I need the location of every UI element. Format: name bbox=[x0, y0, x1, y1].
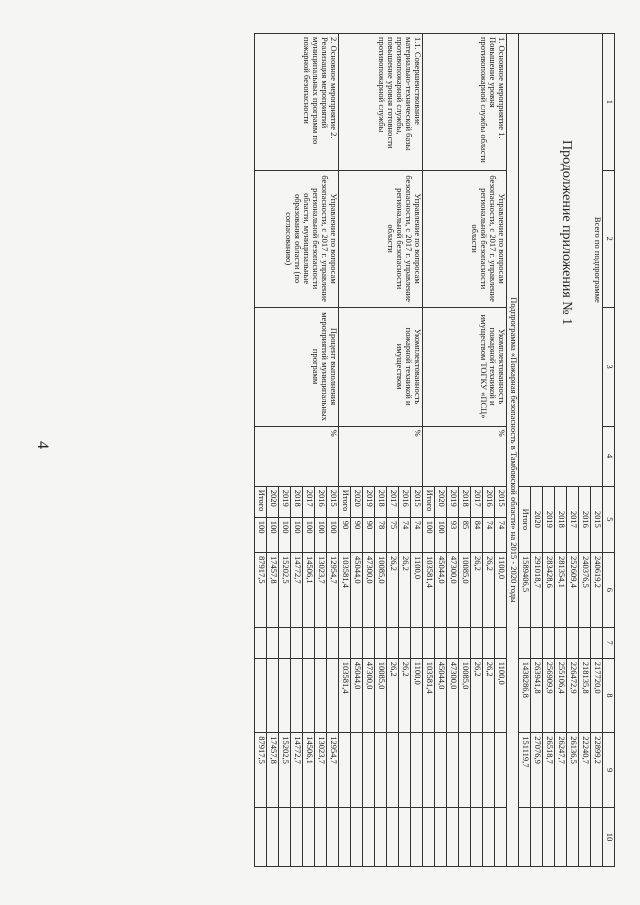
column-header: 8 bbox=[603, 658, 615, 733]
indicator-value: 100 bbox=[255, 517, 267, 552]
value-cell bbox=[315, 627, 327, 658]
value-cell bbox=[375, 733, 387, 808]
value-cell bbox=[435, 807, 447, 866]
year-cell: 2019 bbox=[447, 486, 459, 517]
value-cell: 14506,1 bbox=[303, 733, 315, 808]
year-cell: 2015 bbox=[495, 486, 507, 517]
value-cell bbox=[327, 658, 339, 733]
value-cell bbox=[339, 627, 351, 658]
value-cell bbox=[471, 627, 483, 658]
year-cell: 2019 bbox=[279, 486, 291, 517]
value-cell: 47300,0 bbox=[363, 553, 375, 628]
indicator-value: 78 bbox=[375, 517, 387, 552]
value-cell bbox=[279, 658, 291, 733]
value-cell bbox=[555, 627, 567, 658]
value-cell bbox=[327, 627, 339, 658]
indicator-value: 90 bbox=[351, 517, 363, 552]
value-cell: 47300,0 bbox=[447, 658, 459, 733]
value-cell bbox=[483, 807, 495, 866]
unit-cell: % bbox=[255, 426, 339, 486]
year-cell: 2018 bbox=[291, 486, 303, 517]
value-cell bbox=[351, 733, 363, 808]
value-cell bbox=[495, 807, 507, 866]
year-cell: 2017 bbox=[471, 486, 483, 517]
value-cell bbox=[291, 627, 303, 658]
value-cell: 22899,2 bbox=[591, 733, 603, 808]
value-cell bbox=[375, 627, 387, 658]
value-cell: 1589406,5 bbox=[519, 553, 531, 628]
year-cell: 2017 bbox=[303, 486, 315, 517]
table-row bbox=[591, 34, 603, 867]
value-cell bbox=[447, 627, 459, 658]
year-cell: 2015 bbox=[327, 486, 339, 517]
value-cell: 217720,0 bbox=[591, 658, 603, 733]
value-cell bbox=[255, 807, 267, 866]
column-header: 7 bbox=[603, 627, 615, 658]
value-cell: 15202,5 bbox=[279, 733, 291, 808]
total-label: Всего по подпрограмме bbox=[519, 34, 603, 487]
value-cell: 226472,9 bbox=[567, 658, 579, 733]
year-cell: 2016 bbox=[579, 486, 591, 552]
column-header-row bbox=[603, 34, 615, 867]
column-header: 2 bbox=[603, 170, 615, 307]
value-cell bbox=[435, 733, 447, 808]
indicator-value: 100 bbox=[303, 517, 315, 552]
value-cell: 47300,0 bbox=[363, 658, 375, 733]
year-cell: 2020 bbox=[351, 486, 363, 517]
value-cell bbox=[399, 807, 411, 866]
value-cell bbox=[555, 807, 567, 866]
value-cell: 1100,0 bbox=[495, 658, 507, 733]
value-cell: 26,2 bbox=[483, 553, 495, 628]
value-cell bbox=[543, 627, 555, 658]
page-number: 4 bbox=[34, 441, 51, 449]
value-cell bbox=[375, 807, 387, 866]
value-cell bbox=[291, 658, 303, 733]
value-cell: 26,2 bbox=[399, 553, 411, 628]
value-cell: 26518,7 bbox=[543, 733, 555, 808]
value-cell: 151119,7 bbox=[519, 733, 531, 808]
value-cell: 14772,7 bbox=[291, 733, 303, 808]
year-cell: 2015 bbox=[411, 486, 423, 517]
value-cell: 15202,5 bbox=[279, 553, 291, 628]
value-cell bbox=[399, 627, 411, 658]
value-cell bbox=[363, 807, 375, 866]
year-cell: 2019 bbox=[543, 486, 555, 552]
value-cell bbox=[279, 627, 291, 658]
value-cell bbox=[363, 627, 375, 658]
indicator-value: 93 bbox=[447, 517, 459, 552]
value-cell: 14772,7 bbox=[291, 553, 303, 628]
value-cell bbox=[519, 807, 531, 866]
value-cell: 1100,0 bbox=[495, 553, 507, 628]
value-cell: 1100,0 bbox=[411, 553, 423, 628]
value-cell bbox=[495, 627, 507, 658]
table-row bbox=[495, 34, 507, 867]
year-cell: 2017 bbox=[387, 486, 399, 517]
value-cell bbox=[459, 807, 471, 866]
year-cell: Итого bbox=[519, 486, 531, 552]
value-cell bbox=[435, 627, 447, 658]
indicator-value: 75 bbox=[387, 517, 399, 552]
value-cell bbox=[339, 733, 351, 808]
indicator-value: 85 bbox=[459, 517, 471, 552]
year-cell: 2020 bbox=[531, 486, 543, 552]
value-cell: 13023,7 bbox=[315, 733, 327, 808]
value-cell bbox=[411, 807, 423, 866]
indicator-value: 90 bbox=[363, 517, 375, 552]
value-cell bbox=[255, 658, 267, 733]
value-cell: 291018,7 bbox=[531, 553, 543, 628]
year-cell: 2020 bbox=[267, 486, 279, 517]
value-cell: 17457,8 bbox=[267, 733, 279, 808]
value-cell bbox=[423, 733, 435, 808]
responsible-executor: Управление по вопросам безопасности, с 2017 г. управление региональной безопасности области bbox=[423, 170, 507, 307]
value-cell bbox=[351, 807, 363, 866]
value-cell: 12954,7 bbox=[327, 733, 339, 808]
unit-cell: % bbox=[423, 426, 507, 486]
table-row bbox=[411, 34, 423, 867]
indicator-value: 100 bbox=[291, 517, 303, 552]
value-cell bbox=[579, 627, 591, 658]
value-cell bbox=[291, 807, 303, 866]
indicator-value: 100 bbox=[423, 517, 435, 552]
value-cell: 10085,0 bbox=[459, 658, 471, 733]
value-cell bbox=[483, 733, 495, 808]
activity-name: 1. Основное мероприятие 1. Повышение уровня противопожарной службы области bbox=[423, 34, 507, 171]
value-cell: 252609,4 bbox=[567, 553, 579, 628]
value-cell: 26,2 bbox=[387, 553, 399, 628]
year-cell: 2015 bbox=[591, 486, 603, 552]
value-cell: 26,2 bbox=[471, 553, 483, 628]
value-cell: 10085,0 bbox=[459, 553, 471, 628]
value-cell: 26,2 bbox=[387, 658, 399, 733]
indicator-name: Укомплектованность пожарной техникой и имуществом ТОГКУ «ПСЦ» bbox=[423, 307, 507, 426]
value-cell: 47300,0 bbox=[447, 553, 459, 628]
value-cell: 1438286,8 bbox=[519, 658, 531, 733]
value-cell: 45044,0 bbox=[435, 658, 447, 733]
rotated-table-sheet bbox=[225, 33, 615, 867]
responsible-executor: Управление по вопросам безопасности, с 2017 г. управление региональной безопасности области bbox=[339, 170, 423, 307]
column-header: 1 bbox=[603, 34, 615, 171]
value-cell: 281354,1 bbox=[555, 553, 567, 628]
year-cell: Итого bbox=[423, 486, 435, 517]
table-row bbox=[327, 34, 339, 867]
value-cell bbox=[387, 627, 399, 658]
indicator-name: Процент выполнения мероприятий муниципальных программ bbox=[255, 307, 339, 426]
activity-name: 2. Основное мероприятие 2. Реализация мероприятий муниципальных программ по пожарной безопасности bbox=[255, 34, 339, 171]
value-cell bbox=[411, 627, 423, 658]
value-cell: 255106,4 bbox=[555, 658, 567, 733]
value-cell: 87917,5 bbox=[255, 733, 267, 808]
unit-cell: % bbox=[339, 426, 423, 486]
subprogram-title: Подпрограмма «Пожарная безопасность в Тамбовской области» на 2015 - 2020 годы bbox=[507, 34, 519, 867]
value-cell bbox=[267, 658, 279, 733]
indicator-value: 100 bbox=[435, 517, 447, 552]
value-cell bbox=[303, 658, 315, 733]
indicator-value: 100 bbox=[315, 517, 327, 552]
value-cell bbox=[471, 733, 483, 808]
indicator-value: 74 bbox=[399, 517, 411, 552]
value-cell bbox=[351, 627, 363, 658]
column-header: 9 bbox=[603, 733, 615, 808]
year-cell: 2019 bbox=[363, 486, 375, 517]
value-cell bbox=[303, 807, 315, 866]
value-cell bbox=[255, 627, 267, 658]
value-cell bbox=[303, 627, 315, 658]
value-cell bbox=[459, 733, 471, 808]
value-cell: 263941,8 bbox=[531, 658, 543, 733]
indicator-name: Укомплектованность пожарной техникой и имуществом bbox=[339, 307, 423, 426]
value-cell bbox=[423, 807, 435, 866]
value-cell bbox=[387, 733, 399, 808]
indicator-value: 100 bbox=[327, 517, 339, 552]
value-cell: 103581,4 bbox=[339, 553, 351, 628]
value-cell bbox=[279, 807, 291, 866]
value-cell bbox=[423, 627, 435, 658]
value-cell: 103581,4 bbox=[423, 553, 435, 628]
value-cell bbox=[519, 627, 531, 658]
value-cell bbox=[567, 627, 579, 658]
value-cell: 256909,9 bbox=[543, 658, 555, 733]
column-header: 3 bbox=[603, 307, 615, 426]
value-cell: 12954,7 bbox=[327, 553, 339, 628]
column-header: 10 bbox=[603, 807, 615, 866]
year-cell: 2016 bbox=[483, 486, 495, 517]
value-cell bbox=[483, 627, 495, 658]
value-cell: 87917,5 bbox=[255, 553, 267, 628]
value-cell bbox=[567, 807, 579, 866]
budget-table bbox=[254, 33, 615, 867]
value-cell: 103581,4 bbox=[339, 658, 351, 733]
indicator-value: 74 bbox=[495, 517, 507, 552]
value-cell bbox=[363, 733, 375, 808]
value-cell bbox=[471, 807, 483, 866]
year-cell: 2018 bbox=[555, 486, 567, 552]
value-cell: 240376,5 bbox=[579, 553, 591, 628]
year-cell: 2016 bbox=[315, 486, 327, 517]
activity-name: 1.1. Совершенствование материально-технической базы противопожарной службы, повышение уровня готовности противопожарной службы bbox=[339, 34, 423, 171]
indicator-value: 100 bbox=[279, 517, 291, 552]
column-header: 5 bbox=[603, 486, 615, 552]
value-cell: 240619,2 bbox=[591, 553, 603, 628]
year-cell: 2020 bbox=[435, 486, 447, 517]
value-cell: 26247,7 bbox=[555, 733, 567, 808]
responsible-executor: Управление по вопросам безопасности, с 2017 г. управление региональной безопасности области, муниципальные образования области (по согласованию) bbox=[255, 170, 339, 307]
value-cell bbox=[339, 807, 351, 866]
value-cell bbox=[267, 627, 279, 658]
value-cell: 45044,0 bbox=[351, 553, 363, 628]
value-cell bbox=[267, 807, 279, 866]
indicator-value: 100 bbox=[267, 517, 279, 552]
value-cell bbox=[387, 807, 399, 866]
value-cell: 218135,8 bbox=[579, 658, 591, 733]
indicator-value: 90 bbox=[339, 517, 351, 552]
value-cell bbox=[411, 733, 423, 808]
value-cell: 13023,7 bbox=[315, 553, 327, 628]
indicator-value: 84 bbox=[471, 517, 483, 552]
page-header: Продолжение приложения № 1 bbox=[559, 140, 574, 326]
value-cell bbox=[447, 733, 459, 808]
year-cell: Итого bbox=[339, 486, 351, 517]
value-cell: 45044,0 bbox=[435, 553, 447, 628]
year-cell: Итого bbox=[255, 486, 267, 517]
value-cell bbox=[459, 627, 471, 658]
subprogram-title-row bbox=[507, 34, 519, 867]
value-cell: 1100,0 bbox=[411, 658, 423, 733]
value-cell: 26,2 bbox=[483, 658, 495, 733]
value-cell bbox=[327, 807, 339, 866]
value-cell: 45044,0 bbox=[351, 658, 363, 733]
value-cell bbox=[315, 658, 327, 733]
year-cell: 2018 bbox=[459, 486, 471, 517]
value-cell bbox=[447, 807, 459, 866]
value-cell bbox=[591, 807, 603, 866]
year-cell: 2018 bbox=[375, 486, 387, 517]
value-cell: 14506,1 bbox=[303, 553, 315, 628]
value-cell: 10085,0 bbox=[375, 658, 387, 733]
year-cell: 2017 bbox=[567, 486, 579, 552]
value-cell: 283428,6 bbox=[543, 553, 555, 628]
value-cell bbox=[495, 733, 507, 808]
value-cell bbox=[579, 807, 591, 866]
value-cell bbox=[543, 807, 555, 866]
value-cell bbox=[531, 627, 543, 658]
value-cell: 26136,5 bbox=[567, 733, 579, 808]
value-cell: 26,2 bbox=[471, 658, 483, 733]
value-cell bbox=[591, 627, 603, 658]
column-header: 6 bbox=[603, 553, 615, 628]
indicator-value: 74 bbox=[411, 517, 423, 552]
value-cell: 26,2 bbox=[399, 658, 411, 733]
value-cell: 22240,7 bbox=[579, 733, 591, 808]
value-cell bbox=[315, 807, 327, 866]
value-cell: 27076,9 bbox=[531, 733, 543, 808]
value-cell: 10085,0 bbox=[375, 553, 387, 628]
year-cell: 2016 bbox=[399, 486, 411, 517]
value-cell bbox=[399, 733, 411, 808]
value-cell: 103581,4 bbox=[423, 658, 435, 733]
column-header: 4 bbox=[603, 426, 615, 486]
indicator-value: 74 bbox=[483, 517, 495, 552]
value-cell: 17457,8 bbox=[267, 553, 279, 628]
value-cell bbox=[531, 807, 543, 866]
